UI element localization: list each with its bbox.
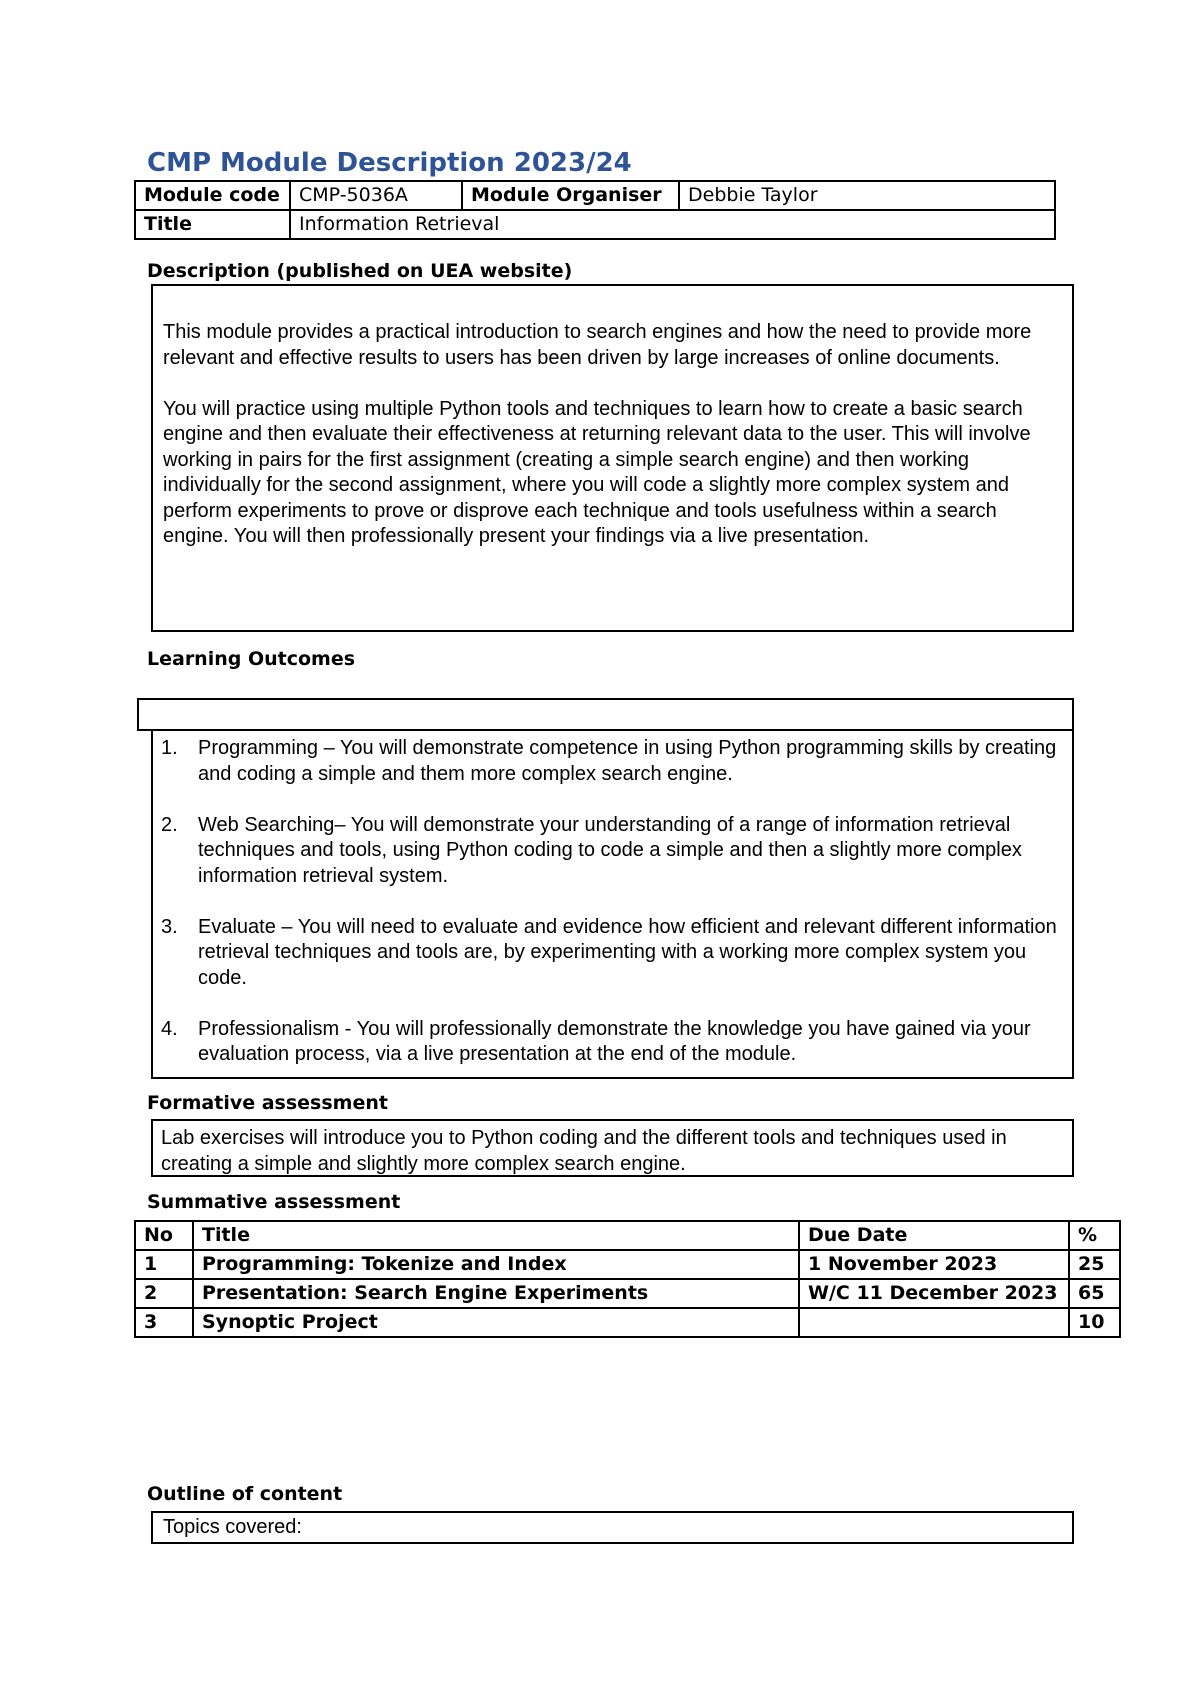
table-cell: 3 bbox=[135, 1308, 193, 1337]
column-header: No bbox=[135, 1221, 193, 1250]
outcome-number: 1. bbox=[161, 737, 178, 759]
description-paragraph: This module provides a practical introduction to search engines and how the need to provide more relevant and effective results to users has been driven by large increases of online documents. bbox=[163, 321, 1032, 369]
summative-table bbox=[134, 1220, 1121, 1338]
table-cell: 25 bbox=[1069, 1250, 1120, 1279]
table-cell: 1 November 2023 bbox=[799, 1250, 1069, 1279]
organiser-label: Module Organiser bbox=[462, 181, 679, 210]
outline-heading: Outline of content bbox=[147, 1483, 343, 1505]
description-paragraph: You will practice using multiple Python tools and techniques to learn how to create a basic search engine and then evaluate their effectiveness at returning relevant data to the user. This will involve working in pairs for the first assignment (creating a simple search engine) and then working individually for the second assignment, where you will code a slightly more complex system and perform experiments to prove or disprove each technique and tools usefulness within a search engine. You will then professionally present your findings via a live presentation. bbox=[163, 397, 1031, 547]
table-cell: 2 bbox=[135, 1279, 193, 1308]
learning-outcomes-list bbox=[161, 736, 1062, 1068]
title-value: Information Retrieval bbox=[290, 210, 1055, 239]
outcome-number: 2. bbox=[161, 813, 178, 836]
table-cell: Presentation: Search Engine Experiments bbox=[193, 1279, 799, 1308]
column-header: Title bbox=[193, 1221, 799, 1250]
header-row-title bbox=[135, 210, 1055, 239]
table-row bbox=[135, 1308, 1120, 1337]
table-cell: W/C 11 December 2023 bbox=[799, 1279, 1069, 1308]
organiser-value: Debbie Taylor bbox=[679, 181, 1055, 210]
table-cell: 1 bbox=[135, 1250, 193, 1279]
table-header-row bbox=[135, 1221, 1120, 1250]
header-row-code bbox=[135, 181, 1055, 210]
column-header: Due Date bbox=[799, 1221, 1069, 1250]
page-title: CMP Module Description 2023/24 bbox=[147, 148, 632, 178]
outcome-text: Web Searching– You will demonstrate your understanding of a range of information retrieval techniques and tools, using Python coding to code a simple and then a slightly more complex information retrieval system. bbox=[198, 813, 1022, 887]
outcome-text: Evaluate – You will need to evaluate and evidence how efficient and relevant different information retrieval techniques and tools are, by experimenting with a working more complex system you code. bbox=[198, 915, 1057, 989]
learning-outcomes-header-box bbox=[137, 698, 1074, 731]
outcome-number: 3. bbox=[161, 915, 178, 938]
title-label: Title bbox=[135, 210, 290, 239]
learning-outcomes-box bbox=[151, 729, 1074, 1079]
table-cell: Synoptic Project bbox=[193, 1308, 799, 1337]
outline-text: Topics covered: bbox=[163, 1516, 302, 1538]
formative-text: Lab exercises will introduce you to Python coding and the different tools and techniques used in creating a simple and slightly more complex search engine. bbox=[161, 1127, 1007, 1175]
table-cell: 10 bbox=[1069, 1308, 1120, 1337]
module-code-label: Module code bbox=[135, 181, 290, 210]
description-box bbox=[151, 284, 1074, 632]
module-code-value: CMP-5036A bbox=[290, 181, 462, 210]
outcome-number: 4. bbox=[161, 1017, 178, 1040]
table-row bbox=[135, 1279, 1120, 1308]
formative-box bbox=[151, 1119, 1074, 1177]
outcome-text: Programming – You will demonstrate competence in using Python programming skills by creating and coding a simple and them more complex search engine. bbox=[198, 737, 1057, 785]
summative-heading: Summative assessment bbox=[147, 1191, 401, 1213]
list-item bbox=[161, 915, 1062, 992]
table-cell: 65 bbox=[1069, 1279, 1120, 1308]
list-item bbox=[161, 736, 1062, 787]
outcome-text: Professionalism - You will professionally demonstrate the knowledge you have gained via your evaluation process, via a live presentation at the end of the module. bbox=[198, 1017, 1031, 1065]
formative-heading: Formative assessment bbox=[147, 1092, 388, 1114]
column-header: % bbox=[1069, 1221, 1120, 1250]
learning-outcomes-heading: Learning Outcomes bbox=[147, 648, 356, 670]
list-item bbox=[161, 813, 1062, 890]
table-cell: Programming: Tokenize and Index bbox=[193, 1250, 799, 1279]
outline-box bbox=[151, 1511, 1074, 1544]
table-row bbox=[135, 1250, 1120, 1279]
table-cell bbox=[799, 1308, 1069, 1337]
list-item bbox=[161, 1017, 1062, 1068]
description-heading: Description (published on UEA website) bbox=[147, 260, 573, 282]
module-header-table bbox=[134, 180, 1056, 240]
